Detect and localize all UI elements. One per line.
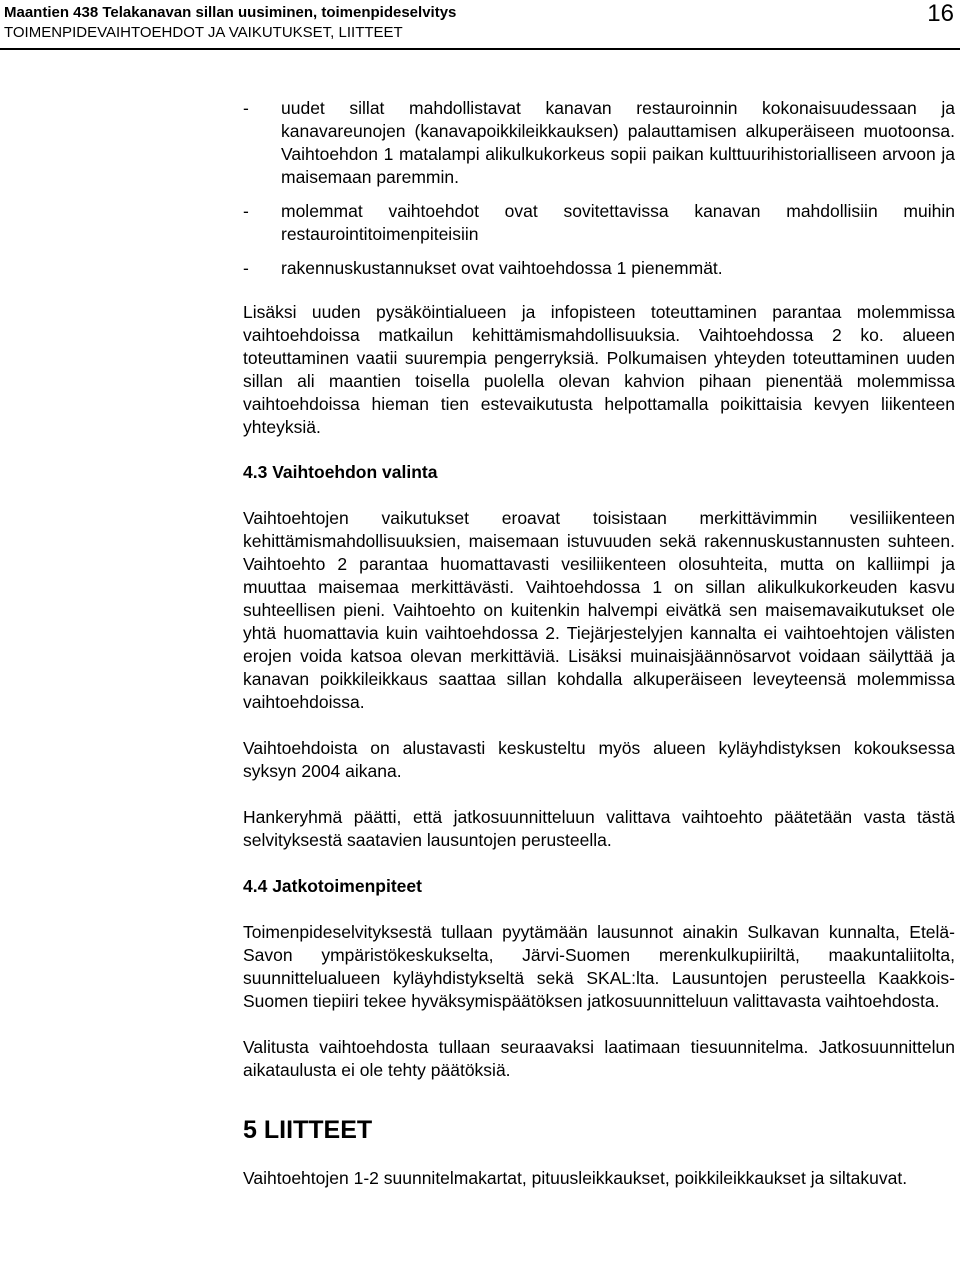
- page-header: [0, 0, 960, 50]
- section-heading-4-3: 4.3 Vaihtoehdon valinta: [243, 462, 438, 482]
- bullet-item: [243, 200, 955, 246]
- paragraph: Valitusta vaihtoehdosta tullaan seuraavaksi laatimaan tiesuunnitelma. Jatkosuunnittelun aikataulusta ei ole tehty päätöksiä.: [243, 1037, 955, 1080]
- page-body: [243, 97, 955, 1190]
- section-heading-5: 5 LIITTEET: [243, 1116, 373, 1144]
- bullet-item: [243, 97, 955, 189]
- bullet-text: rakennuskustannukset ovat vaihtoehdossa 1 pienemmät.: [281, 258, 723, 278]
- bullet-text: uudet sillat mahdollistavat kanavan restauroinnin kokonaisuudessaan ja kanavareunojen (kanavapoikkileikkauksen) palauttamisen alkuperäiseen muotoonsa. Vaihtoehdon 1 matalampi alikulkukorkeus sopii paikan kulttuurihistorialliseen arvoon ja maisemaan paremmin.: [281, 98, 955, 187]
- bullet-text: molemmat vaihtoehdot ovat sovitettavissa kanavan mahdollisiin muihin restaurointitoimenpiteisiin: [281, 201, 955, 244]
- paragraph: Hankeryhmä päätti, että jatkosuunnitteluun valittava vaihtoehto päätetään vasta tästä selvityksestä saatavien lausuntojen perusteella.: [243, 807, 955, 850]
- section-heading-4-4: 4.4 Jatkotoimenpiteet: [243, 876, 422, 896]
- bullet-dash: -: [243, 258, 249, 278]
- bullet-dash: -: [243, 201, 249, 221]
- page-number: 16: [927, 0, 954, 27]
- bullet-dash: -: [243, 98, 249, 118]
- paragraph: Toimenpideselvityksestä tullaan pyytämään lausunnot ainakin Sulkavan kunnalta, Etelä-Savon ympäristökeskukselta, Järvi-Suomen merenkulkupiiriltä, maakuntaliitolta, suunnittelualueen kyläyhdistykseltä sekä SKAL:lta. Lausuntojen perusteella Kaakkois-Suomen tiepiiri tekee hyväksymispäätöksen jatkosuunnitteluun valittavasta vaihtoehdosta.: [243, 922, 955, 1011]
- document-title: Maantien 438 Telakanavan sillan uusiminen, toimenpideselvitys: [4, 4, 457, 21]
- paragraph: Vaihtoehtojen vaikutukset eroavat toisistaan merkittävimmin vesiliikenteen kehittämismahdollisuuksien, maisemaan istuvuuden sekä rakennuskustannusten suhteen. Vaihtoehto 2 parantaa huomattavasti vesiliikenteen olosuhteita, mutta on kalliimpi ja muuttaa maisemaa merkittävästi. Vaihtoehdossa 1 on sillan alikulkukorkeuden kasvu suhteellisen pieni. Vaihtoehto on kuitenkin halvempi eivätkä sen maisemavaikutukset ole yhtä huomattavia kuin vaihtoehdossa 2. Tiejärjestelyjen kannalta ei vaihtoehtojen välisten erojen voida katsoa olevan merkittäviä. Lisäksi muinaisjäännösarvot voidaan säilyttää ja kanavan poikkileikkaus saattaa sillan kohdalla alkuperäiseen leveyteensä molemmissa vaihtoehdoissa.: [243, 508, 955, 712]
- paragraph: Vaihtoehdoista on alustavasti keskusteltu myös alueen kyläyhdistyksen kokouksessa syksyn 2004 aikana.: [243, 738, 955, 781]
- header-rule: [0, 48, 960, 50]
- paragraph-lisaksi: Lisäksi uuden pysäköintialueen ja infopisteen toteuttaminen parantaa molemmissa vaihtoehdoissa matkailun kehittämismahdollisuuksia. Vaihtoehdossa 2 ko. alueen toteuttaminen vaatii suurempia pengerryksiä. Polkumaisen yhteyden toteuttaminen uuden sillan ali maantien toisella puolella olevan kahvion pihaan pienentää molemmissa vaihtoehdoissa hieman tien estevaikutusta helpottamalla poikittaisia kevyen liikenteen yhteyksiä.: [243, 302, 955, 437]
- document-subtitle: TOIMENPIDEVAIHTOEHDOT JA VAIKUTUKSET, LIITTEET: [4, 24, 403, 41]
- paragraph: Vaihtoehtojen 1-2 suunnitelmakartat, pituusleikkaukset, poikkileikkaukset ja siltakuvat.: [243, 1168, 908, 1188]
- bullet-item: [243, 257, 955, 280]
